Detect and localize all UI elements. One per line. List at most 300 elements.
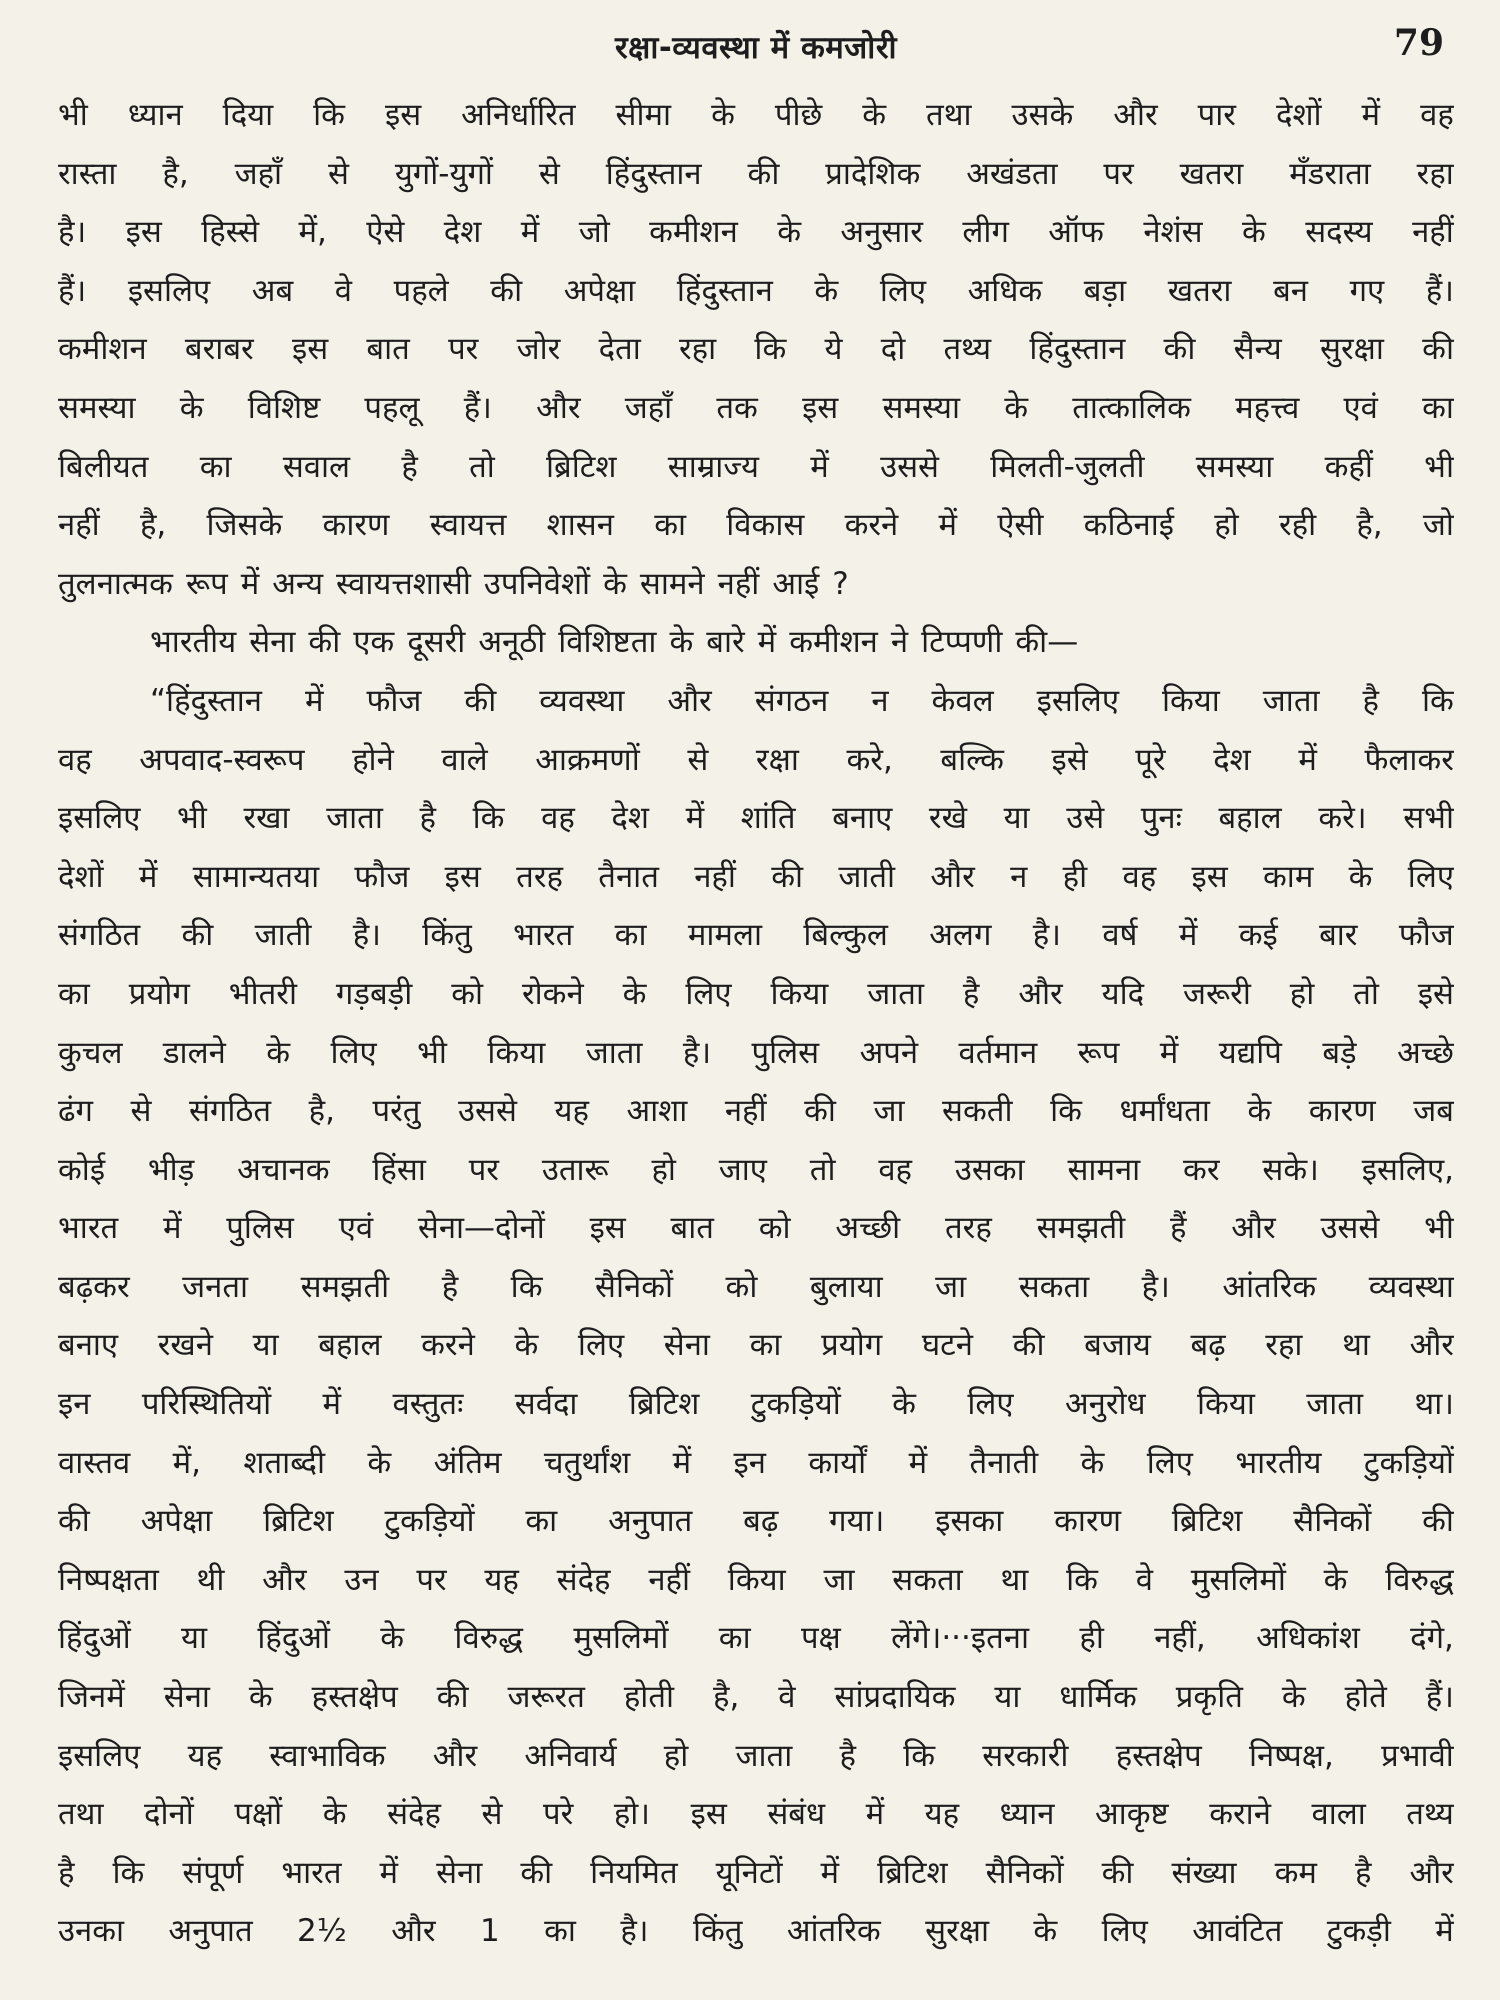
word: के (248, 1679, 273, 1716)
word: की (1163, 331, 1196, 368)
text-line (58, 1785, 1454, 1844)
word: आंतरिक (786, 1913, 881, 1950)
word: लिए (967, 1386, 1014, 1423)
word: के (777, 214, 802, 251)
word: विरुद्ध (1385, 1561, 1454, 1598)
word: ढंग (58, 1093, 93, 1130)
word: अच्छे (1397, 1034, 1454, 1071)
word: अनुसार (840, 214, 923, 251)
word: ऐसी (997, 507, 1044, 544)
word: के (179, 389, 204, 426)
word: है। (58, 214, 87, 251)
word: 2½ (297, 1913, 347, 1950)
text-line (58, 789, 1454, 848)
word: वास्तव (58, 1444, 131, 1481)
word: कमीशन (789, 624, 878, 661)
word: उसे (1066, 800, 1105, 837)
word: के (514, 1327, 539, 1364)
word: पहलू (364, 389, 420, 426)
word: गड़बड़ी (335, 975, 413, 1012)
word: जहाँ (234, 155, 283, 192)
word: हिंदुओं (257, 1620, 330, 1657)
word: बारे (706, 624, 745, 661)
word: वाले (441, 741, 488, 778)
word: इसलिए (1036, 682, 1119, 719)
word: को (451, 975, 484, 1012)
word: दूसरी (407, 624, 466, 661)
word: भारत (513, 917, 574, 954)
word: में (672, 1444, 692, 1481)
word: की (1422, 1503, 1454, 1540)
word: बल्कि (940, 741, 1004, 778)
word: तो (1353, 975, 1379, 1012)
word: सेना (163, 1679, 210, 1716)
word: के (266, 1034, 291, 1071)
word: हैं। (1425, 1679, 1454, 1716)
word: तरह (944, 1210, 992, 1247)
word: पक्षों (234, 1796, 283, 1833)
word: के (1323, 1561, 1348, 1598)
word: की (490, 272, 523, 309)
word: जोर (516, 331, 561, 368)
text-line (58, 1668, 1454, 1727)
word: में (865, 1796, 885, 1833)
word: तो (469, 448, 495, 485)
word: तात्कालिक (1072, 389, 1191, 426)
word: है (962, 975, 980, 1012)
word: जाए (718, 1151, 767, 1188)
word: कि (1421, 682, 1454, 719)
word: यह (484, 1561, 519, 1598)
word: सुरक्षा (925, 1913, 990, 1950)
word: किया (487, 1034, 546, 1071)
word: था (1342, 1327, 1370, 1364)
word: की (464, 682, 497, 719)
word: आवंटित (1192, 1913, 1283, 1950)
word: और (930, 858, 975, 895)
word: जहाँ (624, 389, 673, 426)
word: इसे (1051, 741, 1088, 778)
word: संगठित (58, 917, 141, 954)
word: में (240, 565, 260, 602)
word: की (1101, 1854, 1134, 1891)
word: भीड़ (147, 1151, 195, 1188)
word: समस्या (882, 389, 960, 426)
word: संदेह (387, 1796, 441, 1833)
word: तथा (58, 1796, 104, 1833)
word: भारत (281, 1854, 342, 1891)
word: सामने (639, 565, 705, 602)
word: जाता (326, 800, 383, 837)
word: और (1231, 1210, 1276, 1247)
word: मँडराता (1289, 155, 1371, 192)
word: यह (924, 1796, 960, 1833)
word: सदस्य (1305, 214, 1373, 251)
text-line (58, 1492, 1454, 1551)
word: धर्मांधता (1119, 1093, 1210, 1130)
word: कि (510, 1268, 543, 1305)
word: और (1409, 1854, 1454, 1891)
word: टुकड़ियों (1363, 1444, 1454, 1481)
word: है। (1032, 917, 1061, 954)
word: दंगे, (1410, 1620, 1454, 1657)
word: ब्रिटिश (628, 1386, 700, 1423)
word: अपेक्षा (140, 1503, 213, 1540)
word: प्रादेशिक (825, 155, 921, 192)
word: नियमित (590, 1854, 678, 1891)
word: किया (1197, 1386, 1255, 1423)
word: का (614, 917, 647, 954)
word: में (1159, 1034, 1179, 1071)
word: हैं। (1425, 272, 1454, 309)
word: रूप (1077, 1034, 1120, 1071)
word: बन (1273, 272, 1308, 309)
word: का (1422, 389, 1454, 426)
word: सेना (436, 1854, 483, 1891)
word: के (1004, 389, 1028, 426)
text-line (58, 965, 1454, 1024)
word: के (814, 272, 839, 309)
word: हिंदुस्तान (605, 155, 702, 192)
word: टिप्पणी (921, 624, 1003, 661)
word: है। (352, 917, 381, 954)
word: जब (1413, 1093, 1454, 1130)
word: काम (1262, 858, 1314, 895)
word: की (1422, 331, 1454, 368)
word: रक्षा (755, 741, 799, 778)
word: सेना (249, 624, 296, 661)
word: जाता (1306, 1386, 1363, 1423)
word: बार (1319, 917, 1358, 954)
word: वे (778, 1679, 796, 1716)
word: उन (344, 1561, 379, 1598)
word: अब (251, 272, 294, 309)
word: जाता (585, 1034, 643, 1071)
word: किया (727, 1561, 786, 1598)
word: अलग (929, 917, 992, 954)
word: थी (196, 1561, 225, 1598)
word: रहा (679, 331, 717, 368)
word: कारण (1308, 1093, 1376, 1130)
word: खतरा (1167, 272, 1232, 309)
word: उससे (1320, 1210, 1380, 1247)
word: भारतीय (1235, 1444, 1322, 1481)
word: है, (139, 507, 167, 544)
text-line (58, 438, 1454, 497)
word: का (654, 507, 687, 544)
word: ब्रिटिश (1171, 1503, 1243, 1540)
word: अधिकांश (1256, 1620, 1360, 1657)
word: भीतरी (228, 975, 297, 1012)
word: केवल (931, 682, 994, 719)
text-line (58, 1434, 1454, 1493)
word: धार्मिक (1059, 1679, 1137, 1716)
word: महत्त्व (1235, 389, 1300, 426)
word: “हिंदुस्तान (150, 682, 262, 719)
text-line (58, 1024, 1454, 1083)
word: फौज (366, 682, 422, 719)
word: और (391, 1913, 436, 1950)
word: होती (623, 1679, 675, 1716)
word: वह (1122, 858, 1157, 895)
word: ही (1062, 858, 1088, 895)
word: कम (1274, 1854, 1317, 1891)
word: डालने (162, 1034, 226, 1071)
word: परंतु (372, 1093, 421, 1130)
word: इस (1191, 858, 1228, 895)
word: तक (716, 389, 758, 426)
word: में (162, 1210, 182, 1247)
word: सेना (663, 1327, 710, 1364)
word: समझती (300, 1268, 390, 1305)
word: में, (298, 214, 327, 251)
word: में (379, 1854, 399, 1891)
word: प्रभावी (1381, 1737, 1454, 1774)
word: में (1361, 97, 1381, 133)
word: जरूरी (1183, 975, 1251, 1012)
word: है (419, 800, 436, 837)
word: सैनिकों (985, 1854, 1064, 1891)
word: सेना—दोनों (417, 1210, 545, 1247)
word: बड़े (1322, 1034, 1357, 1071)
word: वे (1135, 1561, 1153, 1598)
word: कमीशन (649, 214, 738, 251)
word: बहाल (1218, 800, 1282, 837)
word: हिंसा (372, 1151, 426, 1188)
word: देशों (58, 858, 104, 895)
word: के (892, 1386, 916, 1423)
text-line (58, 1844, 1454, 1903)
word: हैं। (58, 272, 87, 309)
word: देश (443, 214, 482, 251)
word: आक्रमणों (535, 741, 640, 778)
word: तथ्य (1406, 1796, 1454, 1833)
word: ध्यान (999, 1796, 1055, 1833)
word: या (180, 1620, 207, 1657)
word: अनिर्धारित (461, 97, 576, 133)
word: दोनों (144, 1796, 194, 1833)
text-line (58, 496, 1454, 555)
word: जाता (735, 1737, 793, 1774)
word: ऑफ (1048, 214, 1104, 251)
text-line (58, 613, 1454, 672)
word: अनिवार्य (524, 1737, 617, 1774)
word: समस्या (1195, 448, 1274, 485)
word: के (367, 1444, 392, 1481)
word: टुकड़ियों (750, 1386, 841, 1423)
word: हो (1289, 975, 1315, 1012)
word: विकास (726, 507, 805, 544)
word: पर (1103, 155, 1134, 192)
word: में (1178, 917, 1198, 954)
word: कहीं (1324, 448, 1373, 485)
word: लिए (1101, 1913, 1148, 1950)
word: देश (611, 800, 649, 837)
word: यह (554, 1093, 589, 1130)
word: में (1298, 741, 1317, 778)
word: रूप (185, 565, 228, 602)
text-line (58, 848, 1454, 907)
word: नहीं (724, 1093, 767, 1130)
word: न (1010, 858, 1028, 895)
word: में (304, 682, 324, 719)
word: निष्पक्ष, (1248, 1737, 1334, 1774)
word: है (1354, 1854, 1372, 1891)
word: के (1247, 1093, 1272, 1130)
word: परे (542, 1796, 574, 1833)
text-line (58, 1258, 1454, 1317)
word: जनता (182, 1268, 249, 1305)
word: रहा (1265, 1327, 1303, 1364)
word: किंतु (422, 917, 472, 954)
word: को (758, 1210, 791, 1247)
word: स्वायत्तशासी (336, 565, 471, 602)
word: बड़ा (1083, 272, 1127, 309)
word: बनाए (832, 800, 893, 837)
word: की (804, 1093, 836, 1130)
word: अपेक्षा (563, 272, 636, 309)
word: नहीं (648, 1561, 691, 1598)
text-line (58, 1141, 1454, 1200)
word: अंतिम (433, 1444, 502, 1481)
word: अनूठी (478, 624, 546, 661)
word: कि (1066, 1561, 1098, 1598)
word: लिए (1146, 1444, 1193, 1481)
word: तथ्य (943, 331, 992, 368)
word: इसलिए (58, 1737, 141, 1774)
word: के (1348, 858, 1373, 895)
word: भारतीय (150, 624, 237, 661)
word: कि (1050, 1093, 1082, 1130)
word: हिस्से (201, 214, 260, 251)
word: नहीं (694, 858, 736, 895)
word: है (401, 448, 418, 485)
word: कार्यों (808, 1444, 867, 1481)
word: के (669, 624, 694, 661)
word: नहीं, (1154, 1620, 1206, 1657)
word: पुलिस (226, 1210, 294, 1247)
word: या (252, 1327, 279, 1364)
word: वह (541, 800, 575, 837)
word: इस (589, 1210, 626, 1247)
word: लिए (330, 1034, 377, 1071)
word: करने (844, 507, 899, 544)
word: अन्य (272, 565, 324, 602)
word: में (138, 858, 158, 895)
word: रखा (243, 800, 290, 837)
word: इस (384, 97, 422, 133)
word: समझती (1036, 1210, 1126, 1247)
word: पहले (393, 272, 449, 309)
word: ध्यान (127, 97, 183, 133)
word: प्रयोग (128, 975, 190, 1012)
word: लिए (879, 272, 927, 309)
word: स्वाभाविक (269, 1737, 386, 1774)
word: जो (578, 214, 610, 251)
word: ब्रिटिश (546, 448, 617, 485)
word: के (1080, 1444, 1105, 1481)
word: टुकड़ियों (384, 1503, 475, 1540)
word: जाता (867, 975, 924, 1012)
word: कठिनाई (1083, 507, 1174, 544)
word: है। (1141, 1268, 1170, 1305)
word: का (718, 1620, 751, 1657)
word: गए (1349, 272, 1385, 309)
word: हो। (613, 1796, 651, 1833)
word: पर (468, 1151, 499, 1188)
word: की— (1015, 624, 1079, 661)
word: वर्ष (1102, 917, 1138, 954)
word: लिए (577, 1327, 625, 1364)
word: टुकड़ी (1326, 1913, 1391, 1950)
word: हिंदुओं (58, 1620, 131, 1657)
word: विशिष्ट (247, 389, 321, 426)
word: बजाय (1084, 1327, 1151, 1364)
word: के (862, 97, 887, 133)
word: बात (670, 1210, 714, 1247)
word: वह (1420, 97, 1454, 133)
word: यह (187, 1737, 223, 1774)
word: व्यवस्था (1368, 1268, 1454, 1305)
word: है (441, 1268, 459, 1305)
word: और (1018, 975, 1063, 1012)
word: वस्तुतः (392, 1386, 464, 1423)
word: से (687, 741, 709, 778)
word: खतरा (1179, 155, 1244, 192)
word: वह (878, 1151, 913, 1188)
word: ही (1079, 1620, 1104, 1657)
word: बराबर (184, 331, 254, 368)
text-line (58, 1609, 1454, 1668)
text-line (58, 672, 1454, 731)
text-line (58, 731, 1454, 790)
word: अनुपात (608, 1503, 693, 1540)
word: रास्ता (58, 155, 117, 192)
word: के (622, 975, 647, 1012)
word: संगठित (188, 1093, 272, 1130)
word: पार (1197, 97, 1236, 133)
word: पूरे (1135, 741, 1166, 778)
word: करे, (846, 741, 893, 778)
word: बढ़कर (58, 1268, 130, 1305)
word: तो (809, 1151, 836, 1188)
word: अचानक (237, 1151, 330, 1188)
word: बात (366, 331, 410, 368)
word: का (525, 1503, 558, 1540)
word: जाता (1262, 682, 1320, 719)
word: 1 (479, 1913, 500, 1950)
word: इस (291, 331, 329, 368)
word: भी (1424, 1210, 1454, 1247)
word: बनाए (58, 1327, 119, 1364)
word: बुलाया (809, 1268, 883, 1305)
word: संदेह (556, 1561, 611, 1598)
word: अनुरोध (1064, 1386, 1146, 1423)
text-line (58, 203, 1454, 262)
word: हिंदुस्तान (676, 272, 773, 309)
word: लेंगे।···इतना (891, 1620, 1030, 1657)
word: यद्यपि (1218, 1034, 1282, 1071)
word: लिए (685, 975, 732, 1012)
word: या (994, 1679, 1021, 1716)
word: से (327, 155, 349, 192)
word: नहीं (1412, 214, 1454, 251)
word: संगठन (754, 682, 829, 719)
word: के (1241, 214, 1266, 251)
word: दिया (222, 97, 274, 133)
word: मामला (687, 917, 763, 954)
word: व्यवस्था (539, 682, 625, 719)
